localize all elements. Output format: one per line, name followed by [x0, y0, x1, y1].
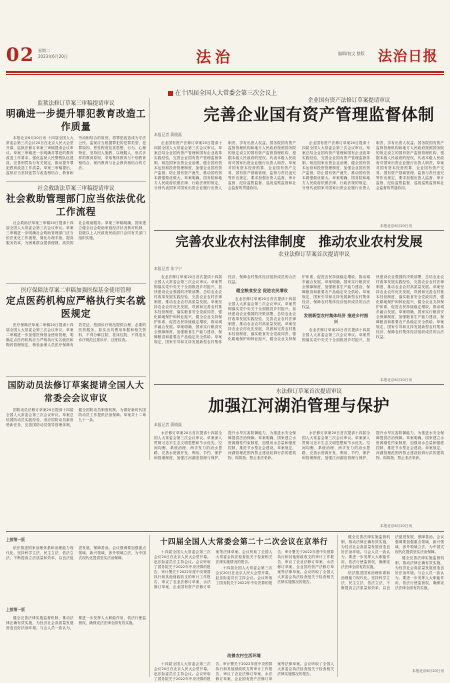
- article-paragraph: 医疗保障法草案二审稿20日提请十四届全国人大常委会第三次会议审议。草案二审稿进一步加强医保基金使用管理，明确定点医药机构应当严格执行实名就医和购药管理规定，核验参保人员医疗保障有效凭证，按照诊疗规范提供合理、必要的医药服务，如实出具费用单据和相关资料，不得分解住院、挂床住院，不得违反诊疗规范过度诊疗、过度检查。: [6, 323, 146, 347]
- article-headline: 加强江河湖泊管理与保护: [208, 396, 390, 415]
- article-paragraph: 水法修订草案20日首次提请十四届全国人大常委会第三次会议审议。草案深入贯彻习近平生态文明思想和节水优先、空间均衡、系统治理、两手发力的治水思路，完善水资源开发、利用、节约、保护和管理制度，加强江河湖泊管理与保护，提升水旱灾害防御能力，为推进水安全保障提供法治保障。草案明确，国家建立水资源刚性约束制度，加强用水总量和强度控制，推进节水型社会建设。草案规定，河湖管理范围内禁止建设妨碍行洪的建筑物、构筑物，禁止非法采砂。: [154, 431, 296, 460]
- article-paragraph: 十四届全国人大常委会第三次会议20日在北京人民大会堂开幕。赵乐际委员长主持会议。会议听取了国务院关于2022年中央决算的报告、审计署关于2022年度中央预算执行和其他财政收支的审计工作报告，审议了农业法修订草案、水法修订草案、企业国有资产法修订草案等法律草案。会议听取了全国人大常委会执法检查组关于检查相关法律实施情况的报告。: [154, 550, 273, 589]
- article-byline: 本报记者 蒲晓磊: [154, 132, 182, 137]
- article-kicker: 监狱法修订草案三审稿提请审议: [37, 101, 115, 107]
- article-water-body: [154, 420, 444, 520]
- article-paragraph: 农业法修订草案20日首次提请十四届全国人大常委会第三次会议审议。草案贯彻落实党中央关于全面推进乡村振兴、加快建设农业强国的决策部署，总结农业农村改革发展实践经验，完善农业农村法律制度，推动农业农村高质量发展。草案坚持农业农村优先发展，巩固和完善农村基本经营制度，落实粮食安全党政同责，强化耕地保护和种业振兴，健全农业支持保护体系，促进农民持续稳定增收，推动城乡融合发展。草案明确，国家实行粮食安全保障制度，加强粮食生产能力建设，保障粮食和重要农产品稳定安全供给。草案规定，国家引导和支持发展新型农村集体经济，保障农村集体经济组织成员的合法权益。: [228, 275, 370, 341]
- article-paragraph: 水法修订草案20日首次提请十四届全国人大常委会第三次会议审议。草案深入贯彻习近平生态文明思想和节水优先、空间均衡、系统治理、两手发力的治水思路，完善水资源开发、利用、节约、保护和管理制度，加强江河湖泊管理与保护，提升水旱灾害防御能力，为推进水安全保障提供法治保障。草案明确，国家建立水资源刚性约束制度，加强用水总量和强度控制，推进节水型社会建设。草案规定，河湖管理范围内禁止建设妨碍行洪的建筑物、构筑物，禁止非法采砂。: [302, 431, 444, 460]
- article-paragraph: 健全完善法律实施监督机制，推动法律正确有效实施，为经济社会高质量发展营造良好法治环境。与会人员一致认为，要进一步发挥人大职能作用，依法行使监督权，确保宪法法律全面有效实施。: [395, 556, 444, 590]
- banner-mark-icon: [168, 91, 173, 96]
- article-paragraph: 社会救助法草案三审稿20日提请十四届全国人大常委会第三次会议审议。草案三审稿进一步明确社会救助管理部门应当依法优化工作流程，简化办理手续，提高服务效率，为困难群众提供便捷、高效的社会救助服务。草案三审稿明确，国家建立健全社会救助家庭经济状况核对机制，县级以上人民政府民政部门会同有关部门组织实施。: [6, 221, 146, 245]
- article-paragraph: 健全完善法律实施监督机制，推动法律正确有效实施，为经济社会高质量发展营造良好法治环境。与会人员一致认为，要进一步发挥人大职能作用，依法行使监督权，确保宪法法律全面有效实施。: [6, 616, 146, 630]
- divider: [154, 384, 444, 385]
- article-paragraph: 依法推进国家治理体系和治理能力现代化，坚持科学立法、民主立法、依法立法，不断提高立法质量和效率，以良法促进发展、保障善治。会议强调要加强重点领域、新兴领域、涉外领域立法，为中国式现代化提供坚实法治保障。: [341, 535, 444, 590]
- article-paragraph: 本报北京6月20日讯 十四届全国人大常委会第三次会议20日在北京人民大会堂开幕，监狱法修订草案三审稿提请会议审议。草案三审稿进一步明确对罪犯的教育改造工作要求，强化监狱人民警察队伍建设，完善刑罚执行有关规定，推动提升罪犯教育改造工作质量。草案三审稿提出，监狱应当坚持惩罚与改造相结合、教育和劳动相结合的原则，将罪犯改造成为守法公民。监狱应当根据罪犯的犯罪类型、犯罪原因、恶性程度及其思想、行为、心理特征，坚持因人施教、以理服人、形式多样的教育原则，采取集体教育与个别教育相结合、狱内教育与社会教育相结合的方法。: [6, 136, 146, 175]
- article-medical-security: [6, 287, 146, 372]
- article-kicker: 农业法修订草案首次提请审议: [278, 252, 350, 258]
- article-paragraph: 企业国有资产法修订草案20日提请十四届全国人大常委会第三次会议审议。草案总结企业国有资产管理和国有企业改革实践经验，完善企业国有资产管理监督体制，规范国家出资企业治理，健全国有资本运营和投资管理制度，加强企业国有资产监督，防止国有资产流失，推动国有资本做强做优做大。草案明确，国务院和地方人民政府依照法律、行政法规的规定，分别代表国家对国家出资企业履行出资人职责，享有出资人权益。国务院国有资产监督管理机构和地方人民政府按照国务院的规定设立的国有资产监督管理机构，根据本级人民政府的授权，代表本级人民政府对国家出资企业履行出资人职责。草案对国有资本经营预算、企业国有资产交易、国有资产基础管理、监督与责任追究等作出规定，要求加强出资人监督、审计监督、纪检监察监督、巡视巡察监督和社会监督的贯通协同。: [154, 141, 296, 190]
- masthead-rule-thin: [6, 74, 444, 75]
- article-headline: 完善农业农村法律制度 推动农业农村发展: [175, 235, 423, 250]
- article-headline: 完善企业国有资产管理监督体制: [203, 105, 435, 124]
- article-body: [6, 546, 146, 601]
- article-body: [154, 550, 334, 650]
- article-paragraph: 健全完善法律实施监督机制，推动法律正确有效实施，为经济社会高质量发展营造良好法治环境。与会人员一致认为，要进一步发挥人大职能作用，依法行使监督权，确保宪法法律全面有效实施。: [341, 535, 390, 569]
- article-paragraph: 农业法修订草案20日首次提请十四届全国人大常委会第三次会议审议。草案贯彻落实党中央关于全面推进乡村振兴、加快建设农业强国的决策部署，总结农业农村改革发展实践经验，完善农业农村法律制度，推动农业农村高质量发展。草案坚持农业农村优先发展，巩固和完善农村基本经营制度，落实粮食安全党政同责，强化耕地保护和种业振兴，健全农业支持保护体系，促进农民持续稳定增收，推动城乡融合发展。草案明确，国家实行粮食安全保障制度，加强粮食生产能力建设，保障粮食和重要农产品稳定安全供给。草案规定，国家引导和支持发展新型农村集体经济，保障农村集体经济组织成员的合法权益。: [154, 275, 296, 344]
- article-session-report: [154, 535, 334, 681]
- article-body: [6, 616, 146, 676]
- article-headline: 社会救助管理部门应当依法优化工作流程: [6, 194, 147, 218]
- article-agri-header: [154, 234, 444, 262]
- divider: [154, 230, 444, 231]
- article-paragraph: 农业法修订草案20日首次提请十四届全国人大常委会第三次会议审议。草案贯彻落实党中央关于全面推进乡村振兴、加快建设农业强国的决策部署，总结农业农村改革发展实践经验，完善农业农村法律制度，推动农业农村高质量发展。草案坚持农业农村优先发展，巩固和完善农村基本经营制度，落实粮食安全党政同责，强化耕地保护和种业振兴，健全农业支持保护体系，促进农民持续稳定增收，推动城乡融合发展。草案明确，国家实行粮食安全保障制度，加强粮食生产能力建设，保障粮食和重要农产品稳定安全供给。草案规定，国家引导和支持发展新型农村集体经济，保障农村集体经济组织成员的合法权益。: [302, 275, 444, 342]
- article-subhead: 改善农村生活环境: [227, 653, 261, 658]
- newspaper-logo: 法治日报: [378, 49, 438, 65]
- divider: [6, 531, 444, 532]
- editor-credit: 编辑/校文 整版: [338, 51, 365, 56]
- column-rule: [337, 535, 338, 677]
- article-paragraph: 依法推进国家治理体系和治理能力现代化，坚持科学立法、民主立法、依法立法，不断提高立法质量和效率，以良法促进发展、保障善治。会议强调要加强重点领域、新兴领域、涉外领域立法，为中国式现代化提供坚实法治保障。: [6, 546, 146, 560]
- date-block: [38, 48, 68, 60]
- article-prison-law: [6, 100, 146, 178]
- divider: [6, 283, 146, 284]
- session-banner: [168, 88, 277, 97]
- article-subhead: 发展新型农村集体经济 推进乡村振兴: [303, 313, 369, 324]
- article-paragraph: 企业国有资产法修订草案20日提请十四届全国人大常委会第三次会议审议。草案总结企业国有资产管理和国有企业改革实践经验，完善企业国有资产管理监督体制，规范国家出资企业治理，健全国有资本运营和投资管理制度，加强企业国有资产监督，防止国有资产流失，推动国有资本做强做优做大。草案明确，国务院和地方人民政府依照法律、行政法规的规定，分别代表国家对国家出资企业履行出资人职责，享有出资人权益。国务院国有资产监督管理机构和地方人民政府按照国务院的规定设立的国有资产监督管理机构，根据本级人民政府的授权，代表本级人民政府对国家出资企业履行出资人职责。草案对国有资本经营预算、企业国有资产交易、国有资产基础管理、监督与责任追究等作出规定，要求加强出资人监督、审计监督、纪检监察监督、巡视巡察监督和社会监督的贯通协同。: [302, 141, 444, 190]
- article-body: [154, 141, 444, 219]
- article-state-assets-header: [154, 97, 444, 127]
- article-kicker: 上接第一版: [6, 537, 25, 542]
- divider: [6, 181, 146, 182]
- article-kicker: 企业国有资产法修订草案提请审议: [307, 98, 391, 104]
- article-continued-1: [6, 535, 146, 675]
- section-title: 法治: [196, 48, 235, 66]
- article-credit: 本报北京6月20日讯: [380, 224, 413, 228]
- article-body: [154, 275, 444, 375]
- article-kicker: 水法修订草案首次提请审议: [275, 389, 342, 395]
- article-state-assets-body: [154, 130, 444, 220]
- article-headline: 定点医药机构应严格执行实名就医规定: [6, 296, 147, 320]
- page-number: 02: [6, 44, 35, 66]
- article-headline: 明确进一步提升罪犯教育改造工作质量: [6, 109, 147, 133]
- article-credit: 本报北京6月20日讯: [380, 378, 413, 382]
- banner-text: 在十四届全国人大常委会第三次会议上: [175, 90, 278, 97]
- column-rule: [149, 535, 150, 677]
- article-body: [341, 535, 444, 667]
- article-paragraph: 十四届全国人大常委会第三次会议20日在北京人民大会堂开幕。赵乐际委员长主持会议。会议听取了国务院关于2022年中央决算的报告、审计署关于2022年度中央预算执行和其他财政收支的审计工作报告，审议了农业法修订草案、水法修订草案、企业国有资产法修订草案等法律草案。会议听取了全国人大常委会执法检查组关于检查相关法律实施情况的报告。: [215, 550, 334, 585]
- article-body: [6, 408, 146, 472]
- article-agri-body: [154, 264, 444, 374]
- article-subhead: 健全粮食安全 促进农民增收: [236, 288, 288, 293]
- article-byline: 本报记者 蒲晓磊: [154, 422, 182, 427]
- article-body: [154, 431, 444, 521]
- article-social-assistance: [6, 185, 146, 280]
- article-national-defense: [6, 380, 146, 460]
- article-body: [154, 662, 334, 682]
- divider: [6, 376, 146, 377]
- article-water-header: [154, 388, 444, 418]
- article-paragraph: 国防动员法修订草案20日提请十四届全国人大常委会第三次会议审议。草案总结国防动员实践经验，适应国防动员新形势新任务，完善国防动员领导管理体制，健全国防动员制度机制，为做好新时代国防动员工作提供法治保障。草案共十二章九十一条。: [6, 408, 146, 427]
- article-headline: 国防动员法修订草案提请全国人大常委会会议审议: [7, 381, 145, 404]
- masthead: [6, 44, 444, 70]
- article-kicker: 上接第一版: [6, 607, 25, 612]
- article-paragraph: 十四届全国人大常委会第三次会议20日在北京人民大会堂开幕。赵乐际委员长主持会议。会议听取了国务院关于2022年中央决算的报告、审计署关于2022年度中央预算执行和其他财政收支的审计工作报告，审议了农业法修订草案、水法修订草案、企业国有资产法修订草案等法律草案。会议听取了全国人大常委会执法检查组关于检查相关法律实施情况的报告。: [154, 662, 334, 681]
- article-headline: 十四届全国人大常委会第二十二次会议在京举行: [160, 537, 328, 546]
- article-byline: 本报记者 朱宁宁: [154, 266, 182, 271]
- weekday: 星期二: [38, 48, 50, 53]
- article-credit: 本报北京6月20日讯: [411, 669, 444, 673]
- article-kicker: 医疗保障法草案二审稿加强医保基金使用管理: [20, 288, 131, 294]
- column-rule: [149, 98, 150, 460]
- article-kicker: 社会救助法草案三审稿提请审议: [37, 186, 115, 192]
- article-credit: 本报北京6月20日讯: [380, 524, 413, 528]
- date: 2023年6月20日: [38, 54, 68, 59]
- article-bottom-right: [341, 535, 444, 677]
- masthead-rule: [6, 71, 444, 73]
